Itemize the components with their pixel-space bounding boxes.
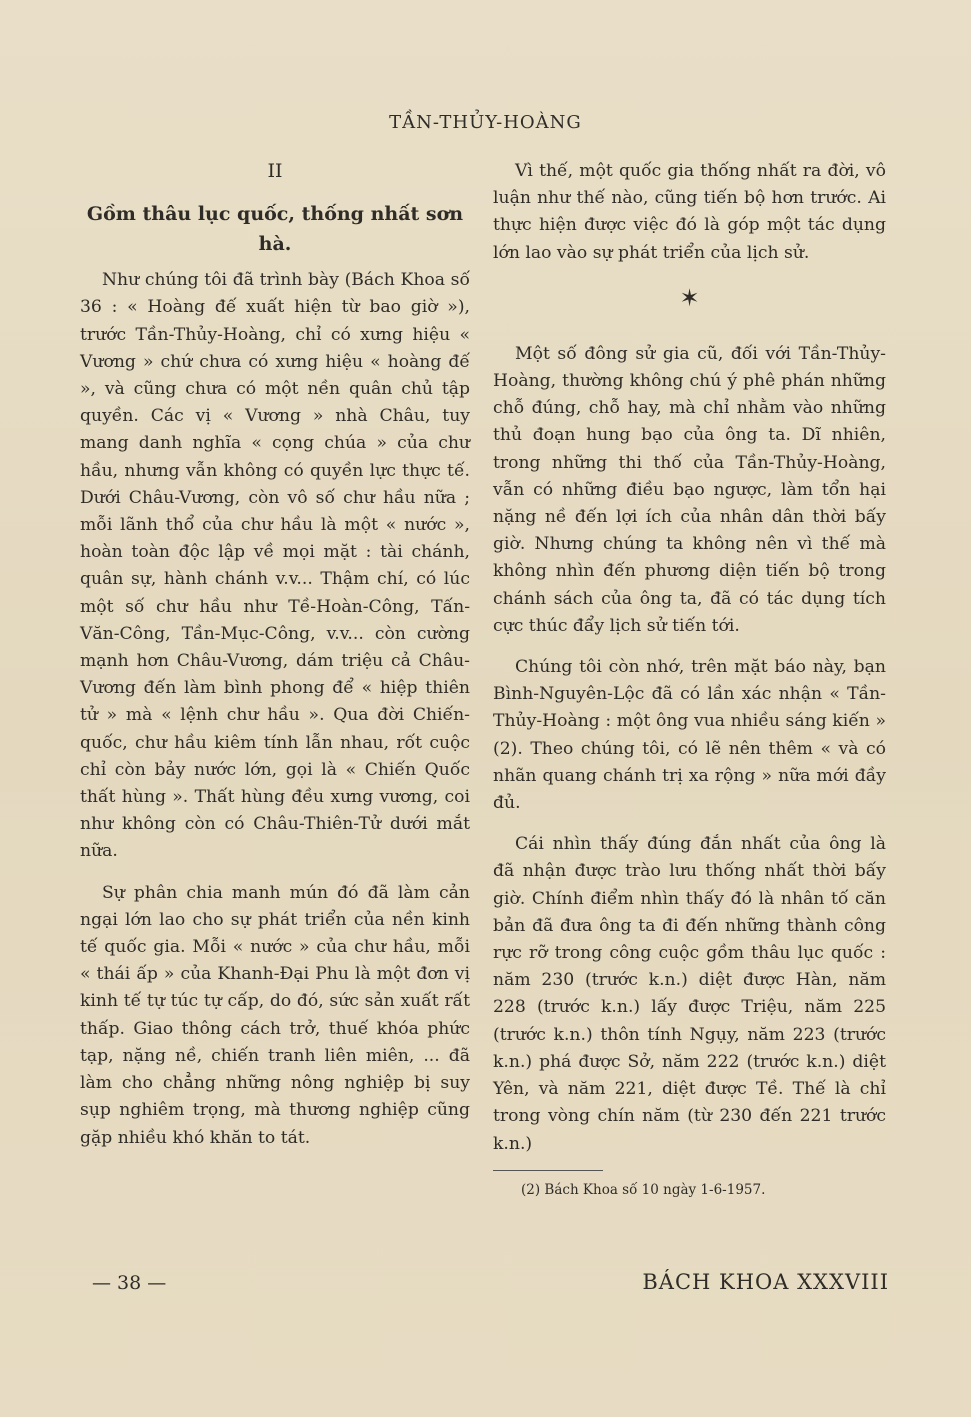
page-number: — 38 —: [92, 1272, 167, 1294]
paragraph: Sự phân chia manh mún đó đã làm cản ngại lớn lao cho sự phát triển của nền kinh tế quốc gia. Mỗi « nước » của chư hầu, mỗi « thái ấp » của Khanh-Đại Phu là một đơn vị kinh tế tự túc tự cấp, do đó, sức sản xuất rất thấp. Giao thông cách trở, thuế khóa phức tạp, nặng nề, chiến tranh liên miên, ... đã làm cho chẳng những nông nghiệp bị suy sụp nghiêm trọng, mà thương nghiệp cũng gặp nhiều khó khăn to tát.: [80, 882, 470, 1148]
paragraph: Một số đông sử gia cũ, đối với Tần-Thủy-Hoàng, thường không chú ý phê phán những chỗ đúng, chỗ hay, mà chỉ nhằm vào những thủ đoạn hung bạo của ông ta. Dĩ nhiên, trong những thi thố của Tần-Thủy-Hoàng, vẫn có những điều bạo ngược, làm tổn hại nặng nề đến lợi ích của nhân dân thời bấy giờ. Nhưng chúng ta không nên vì thế mà không nhìn đến phương diện tiến bộ trong chánh sách của ông ta, đã có tác dụng tích cực thúc đẩy lịch sử tiến tới.: [493, 343, 886, 636]
paragraph: Cái nhìn thấy đúng đắn nhất của ông là đã nhận được trào lưu thống nhất thời bấy giờ. Chính điểm nhìn thấy đó là nhân tố căn bản đã đưa ông ta đi đến những thành công rực rỡ trong công cuộc gồm thâu lục quốc : năm 230 (trước k.n.) diệt được Hàn, năm 228 (trước k.n.) lấy được Triệu, năm 225 (trước k.n.) thôn tính Ngụy, năm 223 (trước k.n.) phá được Sở, năm 222 (trước k.n.) diệt Yên, và năm 221, diệt được Tề. Thế là chỉ trong vòng chín năm (từ 230 đến 221 trước k.n.): [493, 834, 886, 1154]
journal-footer: BÁCH KHOA XXXVIII: [642, 1270, 889, 1294]
section-title: Gồm thâu lục quốc, thống nhất sơn hà.: [86, 203, 464, 256]
ornament-icon: ✶: [679, 283, 700, 312]
footnote: (2) Bách Khoa số 10 ngày 1-6-1957.: [521, 1181, 766, 1198]
running-head: TẦN-THỦY-HOÀNG: [389, 112, 582, 133]
footnote-divider: [493, 1170, 603, 1171]
section-number: II: [267, 160, 283, 182]
left-column: [80, 158, 470, 1152]
paragraph: Chúng tôi còn nhớ, trên mặt báo này, bạn Bình-Nguyên-Lộc đã có lần xác nhận « Tần-Thủy-Hoàng : một ông vua nhiều sáng kiến » (2). Theo chúng tôi, có lẽ nên thêm « và có nhãn quang chánh trị xa rộng » nữa mới đầy đủ.: [493, 657, 886, 814]
paragraph: Như chúng tôi đã trình bày (Bách Khoa số 36 : « Hoàng đế xuất hiện từ bao giờ »), trước Tần-Thủy-Hoàng, chỉ có xưng hiệu « Vương » chứ chưa có xưng hiệu « hoàng đế », và cũng chưa có một nền quân chủ tập quyền. Các vị « Vương » nhà Châu, tuy mang danh nghĩa « cọng chúa » của chư hầu, nhưng vẫn không có quyền lực thực tế. Dưới Châu-Vương, còn vô số chư hầu nữa ; mỗi lãnh thổ của chư hầu là một « nước », hoàn toàn độc lập về mọi mặt : tài chánh, quân sự, hành chánh v.v... Thậm chí, có lúc một số chư hầu như Tề-Hoàn-Công, Tấn-Văn-Công, Tần-Mục-Công, v.v... còn cường mạnh hơn Châu-Vương, dám triệu cả Châu-Vương đến làm bình phong để « hiệp thiên tử » mà « lệnh chư hầu ». Qua đời Chiến-quốc, chư hầu kiêm tính lẫn nhau, rốt cuộc chỉ còn bảy nước lớn, gọi là « Chiến Quốc thất hùng ». Thất hùng đều xưng vương, coi như không còn có Châu-Thiên-Tử dưới mắt nữa.: [80, 270, 470, 862]
right-column: [493, 158, 886, 1204]
paragraph: Vì thế, một quốc gia thống nhất ra đời, vô luận như thế nào, cũng tiến bộ hơn trước. Ai thực hiện được việc đó là góp một tác dụng lớn lao vào sự phát triển của lịch sử.: [493, 161, 886, 263]
